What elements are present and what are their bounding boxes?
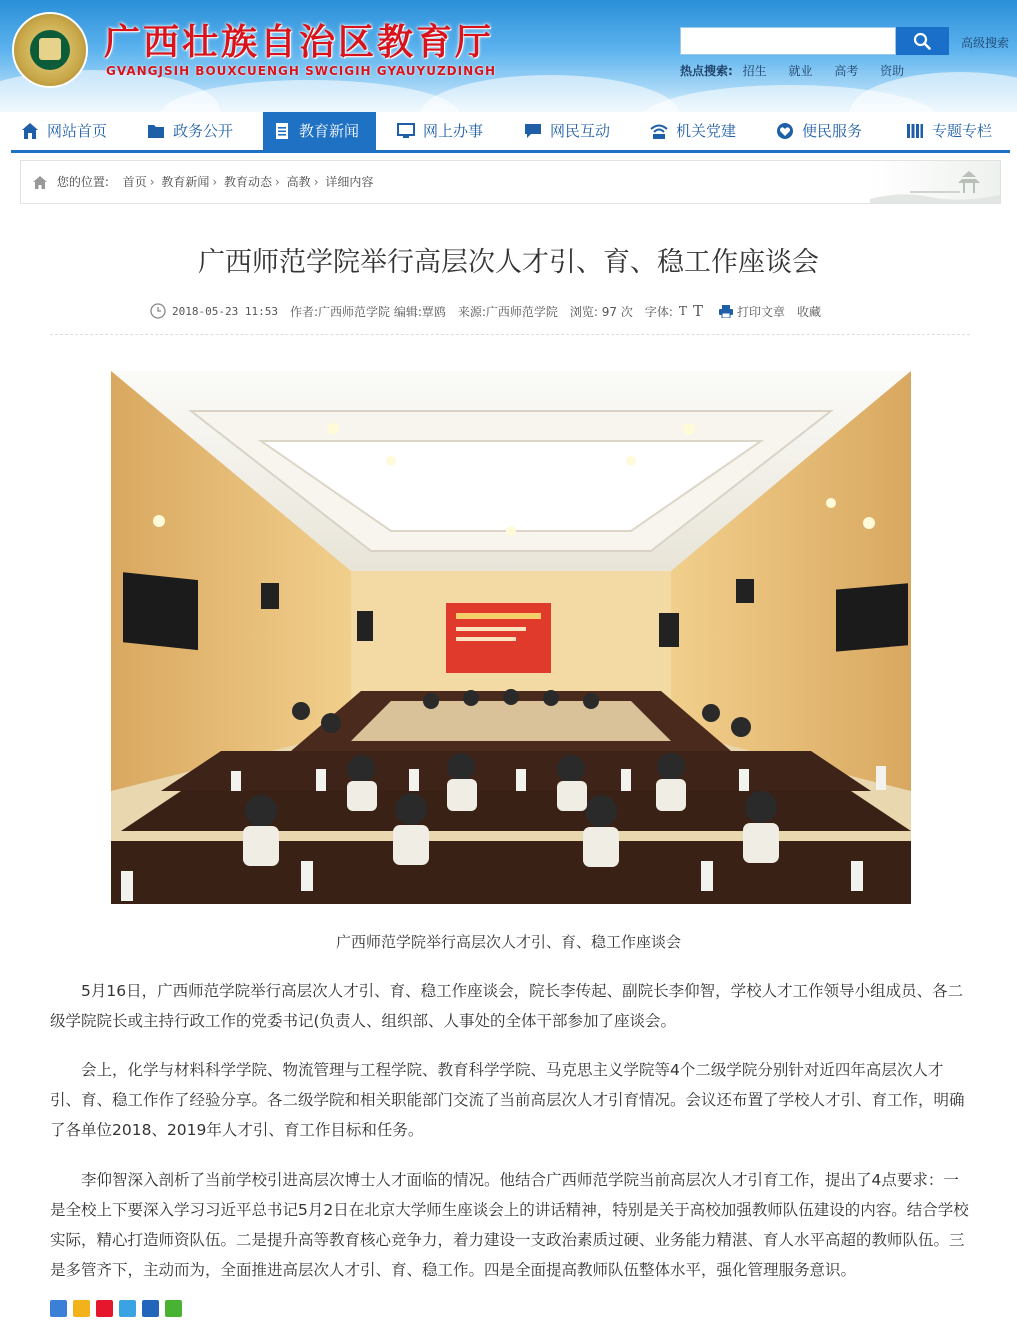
nav-label: 机关党建	[676, 122, 737, 140]
hot-search-item[interactable]: 就业	[788, 64, 813, 78]
photo-caption: 广西师范学院举行高层次人才引、育、稳工作座谈会	[335, 933, 681, 951]
hot-search-label: 热点搜索:	[680, 64, 733, 78]
breadcrumb-item[interactable]: 首页	[122, 175, 147, 189]
advanced-search-link[interactable]: 高级搜索	[961, 36, 1010, 50]
renren-icon[interactable]	[142, 1300, 159, 1317]
article-paragraph: 5月16日，广西师范学院举行高层次人才引、育、稳工作座谈会，院长李传起、副院长李仰智，学校人才工作领导小组成员、各二级学院院长或主持行政工作的党委书记(负责人、组织部、人事处的全体干部参加了座谈会。	[50, 982, 964, 1030]
nav-item-home[interactable]	[21, 112, 107, 150]
article-meta	[150, 302, 833, 320]
article-paragraph: 李仰智深入剖析了当前学校引进高层次博士人才面临的情况。他结合广西师范学院当前高层次人才引育工作，提出了4点要求：一是全校上下要深入学习习近平总书记5月2日在北京大学师生座谈会上的讲话精神，特别是关于高校加强教师队伍建设的内容。结合学校实际，精心打造师资队伍。二是提升高等教育核心竞争力，着力建设一支政治素质过硬、业务能力精湛、育人水平高超的教师队伍。三是多管齐下，主动而为，全面推进高层次人才引、育、稳工作。四是全面提高教师队伍整体水平，强化管理服务意识。	[50, 1171, 969, 1279]
share-plus-icon[interactable]	[50, 1300, 67, 1317]
article-views: 浏览: 97 次	[569, 304, 633, 319]
breadcrumb-item[interactable]: 教育动态	[224, 175, 273, 189]
nav-item-topics[interactable]	[906, 112, 992, 150]
article-paragraph: 会上，化学与材料科学学院、物流管理与工程学院、教育科学学院、马克思主义学院等4个二级学院分别针对近四年高层次人才引、育、稳工作作了经验分享。各二级学院和相关职能部门交流了当前高层次人才引育情况。会议还布置了学校人才引、育工作，明确了各单位2018、2019年人才引、育工作目标和任务。	[50, 1061, 965, 1139]
search-icon	[913, 32, 931, 50]
chat-icon	[524, 122, 542, 140]
breadcrumb: 您的位置: 首页 › 教育新闻 › 教育动态 › 高教 › 详细内容	[20, 160, 1001, 204]
nav-item-services[interactable]	[776, 112, 862, 150]
folder-icon	[147, 122, 165, 140]
nav-label: 政务公开	[173, 122, 234, 140]
nav-label: 网站首页	[47, 122, 108, 140]
search-input[interactable]	[680, 27, 896, 55]
article-photo	[111, 371, 911, 904]
article-datetime: 2018-05-23 11:53	[172, 304, 278, 318]
home-icon	[33, 176, 47, 189]
heart-icon	[776, 122, 794, 140]
wechat-icon[interactable]	[165, 1300, 182, 1317]
breadcrumb-item[interactable]: 高教	[286, 175, 311, 189]
monitor-icon	[397, 122, 415, 140]
breadcrumb-label: 您的位置:	[56, 175, 109, 189]
nav-item-party[interactable]	[650, 112, 736, 150]
wifi-icon	[650, 122, 668, 140]
nav-item-interaction[interactable]	[524, 112, 610, 150]
document-icon	[273, 122, 291, 140]
emblem-logo[interactable]	[12, 12, 88, 88]
nav-label: 网上办事	[423, 122, 484, 140]
article-title: 广西师范学院举行高层次人才引、育、稳工作座谈会	[198, 247, 819, 278]
favorite-button[interactable]: 收藏	[796, 304, 821, 319]
search-button[interactable]	[896, 27, 949, 55]
tencent-weibo-icon[interactable]	[119, 1300, 136, 1317]
hot-search	[680, 62, 922, 79]
nav-label: 专题专栏	[932, 122, 993, 140]
print-button[interactable]: 打印文章	[736, 304, 785, 319]
nav-label: 便民服务	[802, 122, 863, 140]
article-author: 作者:广西师范学院 编辑:覃鸥	[289, 304, 446, 319]
clock-icon	[150, 303, 166, 319]
font-large-button[interactable]: T	[692, 302, 703, 320]
hot-search-item[interactable]: 高考	[834, 64, 859, 78]
columns-icon	[906, 122, 924, 140]
divider	[50, 334, 970, 335]
hot-search-item[interactable]: 招生	[742, 64, 767, 78]
site-title[interactable]: 广西壮族自治区教育厅	[104, 22, 495, 63]
nav-item-edu-news[interactable]	[263, 112, 376, 150]
breadcrumb-item[interactable]: 教育新闻	[161, 175, 210, 189]
pavilion-decoration	[870, 161, 1000, 203]
home-icon	[21, 122, 39, 140]
site-subtitle: GVANGJSIH BOUXCUENGH SWCIGIH GYAUYUZDINGH	[106, 64, 497, 78]
weibo-icon[interactable]	[96, 1300, 113, 1317]
nav-item-gov-affairs[interactable]	[147, 112, 233, 150]
nav-item-online-service[interactable]	[397, 112, 483, 150]
main-nav	[11, 112, 1010, 153]
site-header	[0, 0, 1017, 112]
share-bar	[50, 1300, 188, 1317]
font-small-button[interactable]: T	[678, 304, 687, 318]
article-source: 来源:广西师范学院	[457, 304, 558, 319]
breadcrumb-item: 详细内容	[325, 175, 374, 189]
font-size-label: 字体:	[644, 304, 673, 319]
printer-icon[interactable]	[719, 305, 733, 318]
qzone-icon[interactable]	[73, 1300, 90, 1317]
nav-label: 网民互动	[550, 122, 611, 140]
hot-search-item[interactable]: 资助	[880, 64, 905, 78]
nav-label: 教育新闻	[299, 122, 360, 140]
